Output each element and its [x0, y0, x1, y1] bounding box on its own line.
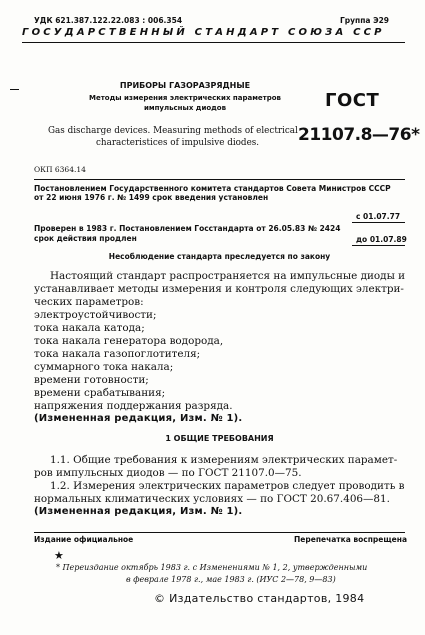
english-title-line1: Gas discharge devices. Measuring methods of electrical: [48, 126, 298, 136]
revision-line1: Проверен в 1983 г. Постановлением Госстандарта от 26.05.83 № 2424: [34, 224, 341, 233]
official-edition-label: Издание официальное: [34, 535, 134, 544]
copyright-notice: © Издательство стандартов, 1984: [154, 592, 365, 605]
body-line: устанавливает методы измерения и контроля следующих электри-: [34, 283, 404, 295]
body-line: ческих параметров:: [34, 296, 144, 308]
decree-line1: Постановлением Государственного комитета стандартов Совета Министров СССР: [34, 184, 391, 193]
legal-notice: Несоблюдение стандарта преследуется по закону: [108, 252, 331, 261]
parameter-item: электроустойчивости;: [34, 309, 157, 321]
parameter-item: тока накала газопоглотителя;: [34, 348, 201, 360]
reprint-prohibited-label: Перепечатка воспрещена: [294, 535, 408, 544]
amendment-note: (Измененная редакция, Изм. № 1).: [34, 506, 243, 517]
middle-rule: [34, 179, 405, 180]
reprint-note-line1: * Переиздание октябрь 1983 г. с Изменениями № 1, 2, утвержденными: [56, 563, 368, 572]
expiry-date: до 01.07.89: [356, 235, 407, 244]
standard-title: ГОСУДАРСТВЕННЫЙ СТАНДАРТ СОЮЗА ССР: [22, 27, 385, 38]
document-title: ПРИБОРЫ ГАЗОРАЗРЯДНЫЕ: [119, 81, 251, 90]
revision-line2: срок действия продлен: [34, 234, 137, 243]
star-icon: ★: [54, 549, 64, 562]
parameter-item: тока накала генератора водорода,: [34, 335, 224, 347]
effective-date-underline: [352, 222, 405, 223]
clause-1-2-line: нормальных климатических условиях — по ГОСТ 20.67.406—81.: [34, 493, 390, 505]
effective-date: с 01.07.77: [356, 212, 401, 221]
document-subtitle-line2: импульсных диодов: [143, 104, 227, 112]
parameter-item: тока накала катода;: [34, 322, 145, 334]
expiry-date-underline: [352, 245, 405, 246]
parameter-item: суммарного тока накала;: [34, 361, 174, 373]
gost-label: ГОСТ: [325, 90, 380, 111]
okp-code: ОКП 6364.14: [34, 165, 86, 174]
parameter-item: времени готовности;: [34, 374, 149, 386]
amendment-note: (Измененная редакция, Изм. № 1).: [34, 413, 243, 424]
reprint-note-line2: в феврале 1978 г., мае 1983 г. (ИУС 2—78, 9—83): [126, 575, 336, 584]
bottom-rule: [34, 532, 405, 533]
section-heading: 1 ОБЩИЕ ТРЕБОВАНИЯ: [165, 434, 274, 443]
parameter-item: времени срабатывания;: [34, 387, 166, 399]
english-title-line2: characteristices of impulsive diodes.: [96, 138, 260, 148]
top-rule: [22, 42, 405, 43]
parameter-item: напряжения поддержания разряда.: [34, 400, 233, 412]
body-line: Настоящий стандарт распространяется на импульсные диоды и: [50, 270, 406, 282]
clause-1-2-line: 1.2. Измерения электрических параметров следует проводить в: [50, 480, 405, 492]
group-code: Группа Э29: [340, 16, 390, 25]
gost-number: 21107.8—76*: [298, 125, 420, 145]
decree-line2: от 22 июня 1976 г. № 1499 срок введения установлен: [34, 193, 269, 202]
document-subtitle-line1: Методы измерения электрических параметров: [88, 94, 281, 102]
clause-1-1-line: 1.1. Общие требования к измерениям электрических парамет-: [50, 454, 398, 466]
clause-1-1-line: ров импульсных диодов — по ГОСТ 21107.0—75.: [34, 467, 302, 479]
udc-code: УДК 621.387.122.22.083 : 006.354: [34, 16, 183, 25]
margin-mark: [10, 89, 19, 90]
